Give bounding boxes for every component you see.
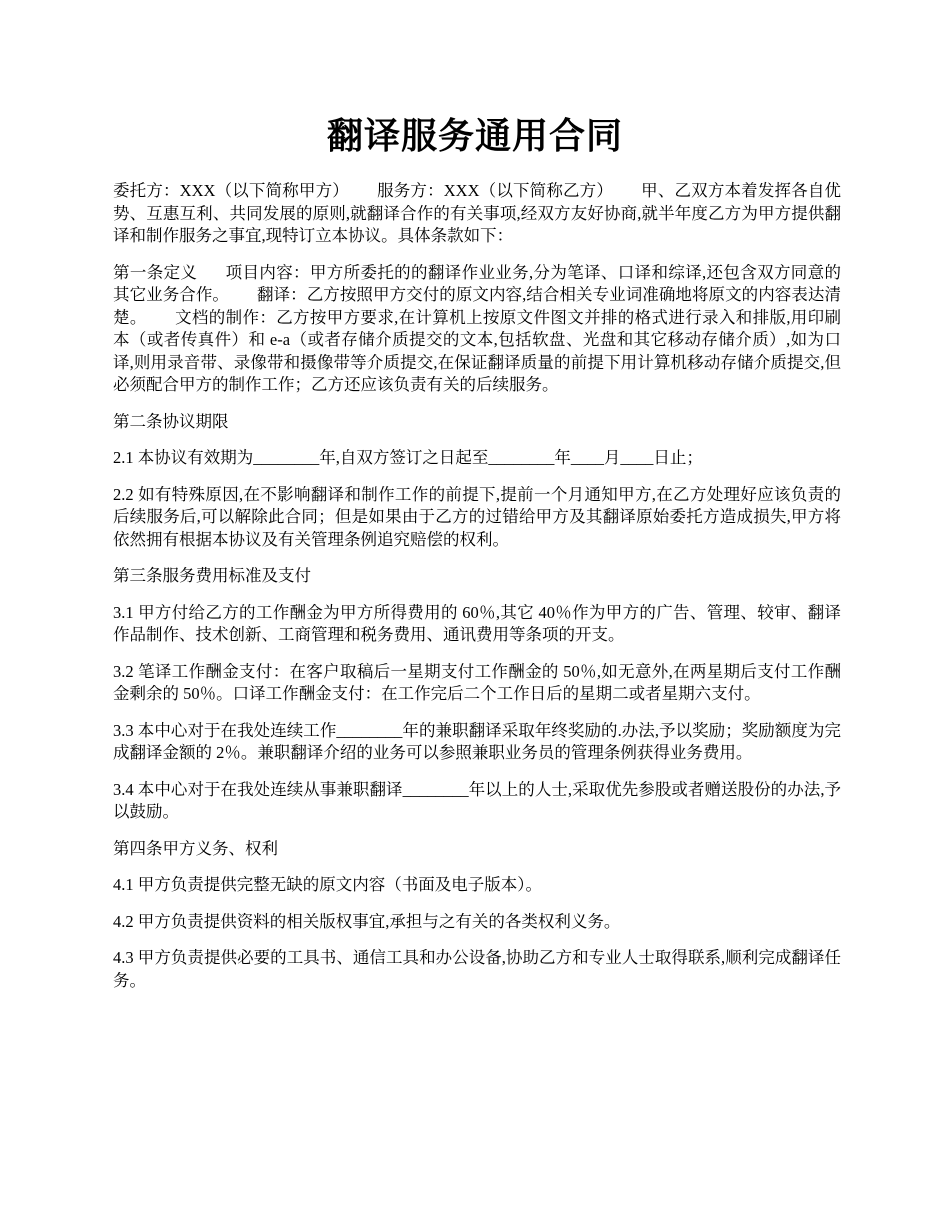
clause-3-3: 3.3 本中心对于在我处连续工作________年的兼职翻译采取年终奖励的.办法,予以奖励；奖励额度为完成翻译金额的 2％。兼职翻译介绍的业务可以参照兼职业务员的管理条例获得业务费用。: [113, 720, 841, 762]
article-1-item-translation: 翻译：乙方按照甲方交付的原文内容,结合相关专业词准确地将原文的内容表达清楚。: [113, 285, 842, 327]
article-1-heading: 第一条定义: [113, 262, 198, 282]
document-title: 翻译服务通用合同: [326, 116, 623, 156]
clause-2-2: 2.2 如有特殊原因,在不影响翻译和制作工作的前提下,提前一个月通知甲方,在乙方处理好应该负责的后续服务后,可以解除此合同；但是如果由于乙方的过错给甲方及其翻译原始委托方造成损失,甲方将依然拥有根据本协议及有关管理条例追究赔偿的权利。: [113, 484, 841, 549]
intro-text: 甲、乙双方本着发挥各自优势、互惠互利、共同发展的原则,就翻译合作的有关事项,经双方友好协商,就半年度乙方为甲方提供翻译和制作服务之事宜,现特订立本协议。具体条款如下：: [113, 181, 842, 245]
provider-party: 服务方：XXX（以下简称乙方）: [376, 181, 614, 200]
client-party: 委托方：XXX（以下简称甲方）: [113, 181, 349, 200]
article-1-paragraph: [113, 262, 841, 397]
clause-3-4: 3.4 本中心对于在我处连续从事兼职翻译________年以上的人士,采取优先参股或者赠送股份的办法,予以鼓励。: [113, 779, 841, 821]
article-4-heading: 第四条甲方义务、权利: [113, 838, 278, 858]
clause-4-2: 4.2 甲方负责提供资料的相关版权事宜,承担与之有关的各类权利义务。: [113, 911, 621, 931]
clause-4-1: 4.1 甲方负责提供完整无缺的原文内容（书面及电子版本）。: [113, 875, 542, 894]
article-2-heading: 第二条协议期限: [113, 411, 229, 431]
clause-2-1: 2.1 本协议有效期为________年,自双方签订之日起至________年____月____日止；: [113, 448, 703, 467]
article-1-item-project: 项目内容：甲方所委托的的翻译作业业务,分为笔译、口译和综译,还包含双方同意的其它业务合作。: [113, 262, 842, 304]
clause-3-2: 3.2 笔译工作酬金支付：在客户取稿后一星期支付工作酬金的 50％,如无意外,在两星期后支付工作酬金剩余的 50％。口译工作酬金支付：在工作完后二个工作日后的星期二或者星期六支付。: [113, 661, 841, 703]
clause-4-3: 4.3 甲方负责提供必要的工具书、通信工具和办公设备,协助乙方和专业人士取得联系,顺利完成翻译任务。: [113, 948, 841, 990]
document-body: [113, 180, 841, 1006]
intro-paragraph: [113, 180, 841, 248]
article-1-item-production: 文档的制作：乙方按甲方要求,在计算机上按原文件图文并排的格式进行录入和排版,用印刷本（或者传真件）和 e-a（或者存储介质提交的文本,包括软盘、光盘和其它移动存储介质）,如为口译,则用录音带、录像带和摄像带等介质提交,在保证翻译质量的前提下用计算机移动存储介质提交,但必须配合甲方的制作工作；乙方还应该负责有关的后续服务。: [113, 307, 842, 394]
clause-3-1: 3.1 甲方付给乙方的工作酬金为甲方所得费用的 60％,其它 40％作为甲方的广告、管理、较审、翻译作品制作、技术创新、工商管理和税务费用、通讯费用等条项的开支。: [113, 602, 841, 644]
article-3-heading: 第三条服务费用标准及支付: [113, 566, 311, 585]
